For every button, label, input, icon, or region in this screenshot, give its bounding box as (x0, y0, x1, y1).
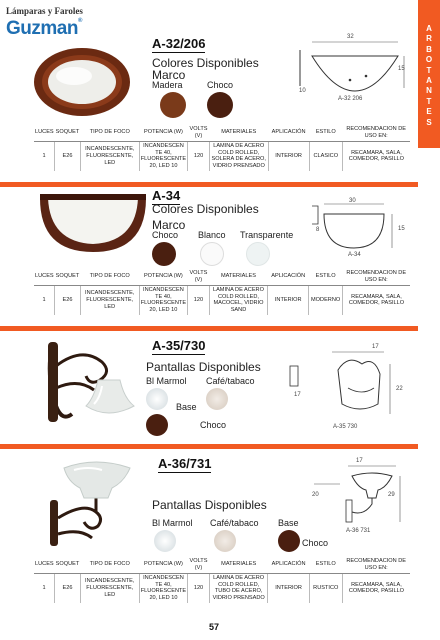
sidebar-letter: A (426, 76, 432, 86)
table-row (34, 286, 410, 315)
spec-table-a34 (34, 268, 410, 315)
cell-potencia: INCANDESCEN TE 40, FLUORESCENTE 20, LED 10 (140, 287, 187, 313)
col-estilo: ESTILO (309, 268, 343, 286)
madera-swatch (160, 92, 186, 118)
col-materiales: MATERIALES (209, 268, 267, 286)
product-photo-a35 (42, 336, 142, 430)
shade-option-label: Bl Marmol (152, 518, 193, 528)
marmol-swatch (146, 388, 168, 410)
col-aplicacion: APLICACIÓN (268, 268, 309, 286)
colors-heading: Colores Disponibles (152, 56, 259, 70)
shade-option-label: Café/tabaco (206, 376, 255, 386)
color-option-label: Choco (152, 230, 179, 240)
col-estilo: ESTILO (309, 124, 342, 142)
cell-aplicacion: INTERIOR (268, 286, 309, 315)
col-volts: VOLTS (V) (188, 556, 210, 574)
brand-tagline: Lámparas y Faroles (6, 6, 83, 16)
cell-aplicacion: INTERIOR (268, 142, 309, 171)
product-photo-a32 (32, 48, 132, 118)
cell-soquet: E26 (55, 574, 81, 603)
dim-code: A-36 731 (346, 528, 371, 534)
col-soquet: SOQUET (55, 268, 81, 286)
frame-heading: Marco (152, 68, 186, 82)
shade-option-label: Café/tabaco (210, 518, 259, 528)
cell-tipo-foco: INCANDESCENTE, FLUORESCENTE, LED (80, 142, 139, 171)
sidebar-letter: O (425, 55, 433, 65)
col-recomendacion: RECOMENDACION DE USO EN: (342, 124, 410, 142)
base-option-label: Choco (200, 420, 227, 430)
shade-option-label: Bl Marmol (146, 376, 187, 386)
shades-heading: Pantallas Disponibles (146, 360, 261, 374)
marmol-swatch (154, 530, 176, 552)
blanco-swatch (200, 242, 224, 266)
frame-heading: Marco (152, 218, 186, 232)
cell-luces: 1 (42, 153, 46, 160)
choco-swatch (207, 92, 233, 118)
cell-luces: 1 (42, 585, 46, 592)
color-option-label: Choco (207, 80, 234, 90)
dim-width: 17 (372, 344, 379, 350)
table-header-row (34, 556, 410, 574)
dim-code: A-35 730 (333, 424, 358, 430)
cell-tipo-foco: INCANDESCENTE, FLUORESCENTE, LED (80, 286, 139, 315)
dimension-drawing-a36 (312, 462, 412, 526)
spec-table-a32 (34, 124, 410, 171)
color-option-label: Blanco (198, 230, 226, 240)
category-sidebar (418, 0, 440, 148)
cell-tipo-foco: INCANDESCENTE, FLUORESCENTE, LED (80, 574, 139, 603)
choco-swatch (146, 414, 168, 436)
cell-soquet: E26 (55, 286, 81, 315)
brand-logo: Guzman® (6, 18, 82, 39)
dim-width: 32 (347, 34, 354, 40)
sidebar-letter: E (426, 107, 432, 117)
cell-volts: 120 (188, 286, 210, 315)
dim-depth: 10 (299, 88, 306, 94)
sidebar-letter: S (426, 117, 432, 127)
section-divider (0, 182, 418, 187)
col-volts: VOLTS (V) (188, 268, 210, 286)
dim-code: A-34 (348, 252, 361, 258)
sidebar-letter: T (426, 65, 432, 75)
color-option-label: Transparente (240, 230, 294, 240)
dim-width: 17 (356, 458, 363, 464)
col-aplicacion: APLICACIÓN (268, 556, 309, 574)
dim-code: A-32 206 (338, 96, 363, 102)
dim-depth: 8 (316, 227, 320, 233)
dim-height: 29 (388, 492, 395, 498)
product-photo-a34 (40, 194, 146, 254)
col-recomendacion: RECOMENDACION DE USO EN: (343, 268, 411, 286)
dim-height: 22 (396, 386, 403, 392)
model-title: A-32/206 (152, 36, 206, 51)
colors-heading: Colores Disponibles (152, 202, 259, 216)
sidebar-letter: A (426, 24, 432, 33)
dim-height: 15 (398, 66, 405, 72)
dim-width: 30 (349, 198, 356, 204)
choco-swatch (152, 242, 176, 266)
col-potencia: POTENCIA (W) (139, 268, 187, 286)
col-potencia: POTENCIA (W) (139, 556, 187, 574)
cell-luces: 1 (42, 297, 46, 304)
col-materiales: MATERIALES (209, 124, 268, 142)
col-luces: LUCES (34, 124, 55, 142)
sidebar-letter: N (426, 86, 432, 96)
col-luces: LUCES (34, 556, 55, 574)
dim-height: 15 (398, 226, 405, 232)
table-header-row (34, 124, 410, 142)
dimension-drawing-a34 (312, 200, 412, 260)
table-row (34, 142, 410, 171)
sidebar-letter: R (426, 34, 432, 44)
cell-potencia: INCANDESCEN TE 40, FLUORESCENTE 20, LED 10 (140, 143, 187, 169)
cell-recomendacion: RECAMARA, SALA, COMEDOR, PASILLO (342, 142, 410, 171)
col-materiales: MATERIALES (209, 556, 268, 574)
cell-estilo: CLASICO (309, 142, 342, 171)
table-header-row (34, 268, 410, 286)
cell-volts: 120 (188, 574, 210, 603)
cell-soquet: E26 (55, 142, 81, 171)
dimension-drawing-a35 (288, 348, 398, 424)
cell-potencia: INCANDESCEN TE 40, FLUORESCENTE 20, LED 10 (140, 575, 187, 601)
cell-volts: 120 (188, 142, 210, 171)
cell-recomendacion: RECAMARA, SALA, COMEDOR, PASILLO (342, 574, 410, 603)
choco-swatch (278, 530, 300, 552)
col-soquet: SOQUET (55, 124, 81, 142)
page-number: 57 (209, 622, 220, 632)
section-divider (0, 326, 418, 331)
col-recomendacion: RECOMENDACION DE USO EN: (342, 556, 410, 574)
cell-materiales: LAMINA DE ACERO COLD ROLLED, TUBO DE ACERO, VIDRIO PRENSADO (209, 574, 268, 603)
col-luces: LUCES (34, 268, 55, 286)
model-title: A-35/730 (152, 338, 206, 353)
col-aplicacion: APLICACIÓN (268, 124, 309, 142)
transparente-swatch (246, 242, 270, 266)
col-estilo: ESTILO (309, 556, 342, 574)
model-title: A-36/731 (158, 456, 212, 471)
cafe-tabaco-swatch (206, 388, 228, 410)
cell-estilo: RUSTICO (309, 574, 342, 603)
col-potencia: POTENCIA (W) (139, 124, 187, 142)
product-photo-a36 (44, 452, 144, 548)
spec-table-a36 (34, 556, 410, 603)
col-tipo-foco: TIPO DE FOCO (80, 124, 139, 142)
base-heading: Base (278, 518, 299, 528)
cell-materiales: LAMINA DE ACERO COLD ROLLED, SOLERA DE ACERO, VIDRIO PRENSADO (209, 142, 268, 171)
col-tipo-foco: TIPO DE FOCO (80, 556, 139, 574)
table-row (34, 574, 410, 603)
col-volts: VOLTS (V) (188, 124, 210, 142)
cell-materiales: LAMINA DE ACERO COLD ROLLED, MACOCEL, VIDRIO SAND (209, 286, 267, 315)
sidebar-letter: T (426, 96, 432, 106)
cafe-tabaco-swatch (214, 530, 236, 552)
col-soquet: SOQUET (55, 556, 81, 574)
color-option-label: Madera (152, 80, 183, 90)
dim-depth: 17 (294, 392, 301, 398)
sidebar-letter: B (426, 44, 432, 54)
section-divider (0, 444, 418, 449)
cell-estilo: MODERNO (309, 286, 343, 315)
model-title: A-34 (152, 188, 181, 203)
cell-aplicacion: INTERIOR (268, 574, 309, 603)
base-heading: Base (176, 402, 197, 412)
cell-recomendacion: RECAMARA, SALA, COMEDOR, PASILLO (343, 286, 411, 315)
shades-heading: Pantallas Disponibles (152, 498, 267, 512)
dim-depth: 20 (312, 492, 319, 498)
col-tipo-foco: TIPO DE FOCO (80, 268, 139, 286)
base-option-label: Choco (302, 538, 329, 548)
